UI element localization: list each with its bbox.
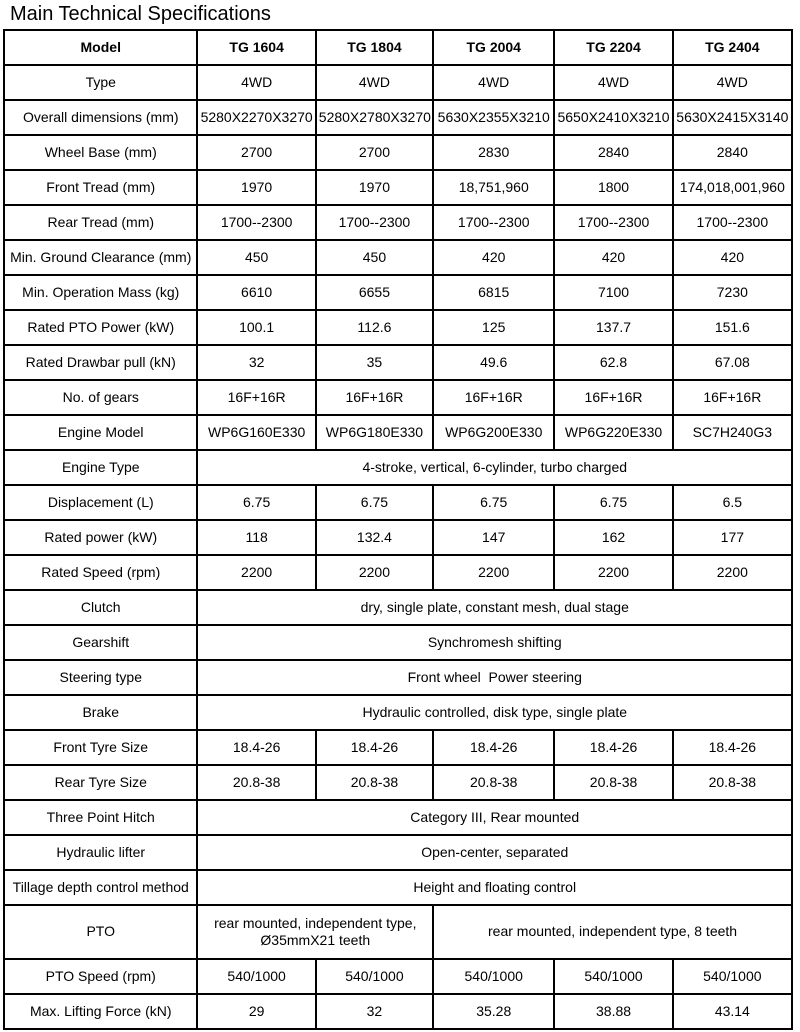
value-cell: WP6G220E330 bbox=[554, 415, 672, 450]
value-cell: SC7H240G3 bbox=[673, 415, 792, 450]
row-label-cell: PTO bbox=[4, 905, 197, 959]
value-cell: 137.7 bbox=[554, 310, 672, 345]
value-cell: 18.4-26 bbox=[673, 730, 792, 765]
value-cell: 2200 bbox=[433, 555, 554, 590]
spanned-value-cell: Synchromesh shifting bbox=[197, 625, 792, 660]
value-cell: 18.4-26 bbox=[554, 730, 672, 765]
value-cell: 2700 bbox=[316, 135, 433, 170]
value-cell: 132.4 bbox=[316, 520, 433, 555]
value-cell: 49.6 bbox=[433, 345, 554, 380]
value-cell: 125 bbox=[433, 310, 554, 345]
value-cell: 18.4-26 bbox=[433, 730, 554, 765]
value-cell: 2200 bbox=[197, 555, 315, 590]
value-cell: 6.75 bbox=[433, 485, 554, 520]
row-label-cell: Gearshift bbox=[4, 625, 197, 660]
table-row bbox=[4, 695, 792, 730]
value-cell: WP6G200E330 bbox=[433, 415, 554, 450]
value-cell: 1970 bbox=[316, 170, 433, 205]
row-label-cell: Hydraulic lifter bbox=[4, 835, 197, 870]
row-label-cell: Engine Type bbox=[4, 450, 197, 485]
row-label-cell: Rated Speed (rpm) bbox=[4, 555, 197, 590]
row-label-cell: Min. Operation Mass (kg) bbox=[4, 275, 197, 310]
table-row bbox=[4, 660, 792, 695]
row-label-cell: Type bbox=[4, 65, 197, 100]
row-label-cell: Brake bbox=[4, 695, 197, 730]
value-cell: 6.75 bbox=[554, 485, 672, 520]
row-label-cell: Max. Lifting Force (kN) bbox=[4, 994, 197, 1029]
value-cell: 4WD bbox=[433, 65, 554, 100]
value-cell: 32 bbox=[197, 345, 315, 380]
table-row bbox=[4, 275, 792, 310]
column-header: TG 1804 bbox=[316, 30, 433, 65]
spanned-value-cell: Category III, Rear mounted bbox=[197, 800, 792, 835]
row-label-cell: Rear Tyre Size bbox=[4, 765, 197, 800]
value-cell: 1700--2300 bbox=[197, 205, 315, 240]
row-label-cell: Clutch bbox=[4, 590, 197, 625]
row-label-cell: Rated power (kW) bbox=[4, 520, 197, 555]
spanned-value-cell: Height and floating control bbox=[197, 870, 792, 905]
value-cell: 20.8-38 bbox=[673, 765, 792, 800]
value-cell: 1700--2300 bbox=[433, 205, 554, 240]
value-cell: 20.8-38 bbox=[433, 765, 554, 800]
table-row bbox=[4, 170, 792, 205]
page bbox=[3, 3, 795, 1030]
table-row bbox=[4, 240, 792, 275]
value-cell: 4WD bbox=[554, 65, 672, 100]
value-cell: 4WD bbox=[316, 65, 433, 100]
row-label-cell: Wheel Base (mm) bbox=[4, 135, 197, 170]
table-row bbox=[4, 310, 792, 345]
spec-table-body bbox=[4, 65, 792, 1029]
value-cell: 4WD bbox=[673, 65, 792, 100]
spanned-value-cell: Front wheel Power steering bbox=[197, 660, 792, 695]
value-cell: 18.4-26 bbox=[316, 730, 433, 765]
value-cell: 7230 bbox=[673, 275, 792, 310]
value-cell: 32 bbox=[316, 994, 433, 1029]
value-cell: 16F+16R bbox=[433, 380, 554, 415]
value-cell: 29 bbox=[197, 994, 315, 1029]
table-row bbox=[4, 905, 792, 959]
value-cell: 67.08 bbox=[673, 345, 792, 380]
value-cell: 16F+16R bbox=[197, 380, 315, 415]
table-row bbox=[4, 380, 792, 415]
value-cell: 20.8-38 bbox=[554, 765, 672, 800]
value-cell: 151.6 bbox=[673, 310, 792, 345]
value-cell: 540/1000 bbox=[673, 959, 792, 994]
row-label-cell: Steering type bbox=[4, 660, 197, 695]
table-row bbox=[4, 590, 792, 625]
value-cell: 420 bbox=[433, 240, 554, 275]
table-row bbox=[4, 765, 792, 800]
value-cell: 112.6 bbox=[316, 310, 433, 345]
value-cell: 2700 bbox=[197, 135, 315, 170]
spanned-value-cell: rear mounted, independent type, 8 teeth bbox=[433, 905, 792, 959]
value-cell: 540/1000 bbox=[197, 959, 315, 994]
value-cell: 6815 bbox=[433, 275, 554, 310]
value-cell: 6655 bbox=[316, 275, 433, 310]
table-row bbox=[4, 625, 792, 660]
value-cell: 420 bbox=[554, 240, 672, 275]
value-cell: 1700--2300 bbox=[673, 205, 792, 240]
row-label-cell: Displacement (L) bbox=[4, 485, 197, 520]
value-cell: 43.14 bbox=[673, 994, 792, 1029]
value-cell: 174,018,001,960 bbox=[673, 170, 792, 205]
value-cell: 6610 bbox=[197, 275, 315, 310]
value-cell: 420 bbox=[673, 240, 792, 275]
value-cell: 7100 bbox=[554, 275, 672, 310]
value-cell: 18,751,960 bbox=[433, 170, 554, 205]
spanned-value-cell: Open-center, separated bbox=[197, 835, 792, 870]
column-header: TG 2204 bbox=[554, 30, 672, 65]
column-header: TG 2404 bbox=[673, 30, 792, 65]
value-cell: 2200 bbox=[554, 555, 672, 590]
value-cell: 16F+16R bbox=[316, 380, 433, 415]
value-cell: 5280X2270X3270 bbox=[197, 100, 315, 135]
value-cell: 162 bbox=[554, 520, 672, 555]
value-cell: 1700--2300 bbox=[316, 205, 433, 240]
column-header: TG 2004 bbox=[433, 30, 554, 65]
value-cell: 5280X2780X3270 bbox=[316, 100, 433, 135]
spanned-value-cell: rear mounted, independent type, Ø35mmX21 teeth bbox=[197, 905, 433, 959]
table-row bbox=[4, 800, 792, 835]
value-cell: 1700--2300 bbox=[554, 205, 672, 240]
value-cell: 450 bbox=[316, 240, 433, 275]
table-row bbox=[4, 415, 792, 450]
row-label-cell: Min. Ground Clearance (mm) bbox=[4, 240, 197, 275]
table-row bbox=[4, 835, 792, 870]
column-header-model: Model bbox=[4, 30, 197, 65]
value-cell: WP6G160E330 bbox=[197, 415, 315, 450]
spec-table bbox=[3, 29, 793, 1030]
value-cell: 1800 bbox=[554, 170, 672, 205]
value-cell: 1970 bbox=[197, 170, 315, 205]
value-cell: 2840 bbox=[554, 135, 672, 170]
value-cell: 35 bbox=[316, 345, 433, 380]
table-row bbox=[4, 345, 792, 380]
value-cell: 35.28 bbox=[433, 994, 554, 1029]
row-label-cell: No. of gears bbox=[4, 380, 197, 415]
value-cell: 16F+16R bbox=[673, 380, 792, 415]
value-cell: 18.4-26 bbox=[197, 730, 315, 765]
value-cell: 16F+16R bbox=[554, 380, 672, 415]
value-cell: 177 bbox=[673, 520, 792, 555]
table-row bbox=[4, 485, 792, 520]
row-label-cell: Rated Drawbar pull (kN) bbox=[4, 345, 197, 380]
spanned-value-cell: Hydraulic controlled, disk type, single plate bbox=[197, 695, 792, 730]
value-cell: 38.88 bbox=[554, 994, 672, 1029]
value-cell: 6.75 bbox=[316, 485, 433, 520]
value-cell: 20.8-38 bbox=[316, 765, 433, 800]
value-cell: 540/1000 bbox=[433, 959, 554, 994]
table-row bbox=[4, 994, 792, 1029]
table-row bbox=[4, 870, 792, 905]
value-cell: 6.5 bbox=[673, 485, 792, 520]
row-label-cell: Tillage depth control method bbox=[4, 870, 197, 905]
row-label-cell: PTO Speed (rpm) bbox=[4, 959, 197, 994]
table-row bbox=[4, 555, 792, 590]
value-cell: 20.8-38 bbox=[197, 765, 315, 800]
value-cell: 147 bbox=[433, 520, 554, 555]
spanned-value-cell: 4-stroke, vertical, 6-cylinder, turbo charged bbox=[197, 450, 792, 485]
row-label-cell: Rated PTO Power (kW) bbox=[4, 310, 197, 345]
row-label-cell: Front Tyre Size bbox=[4, 730, 197, 765]
value-cell: 5630X2355X3210 bbox=[433, 100, 554, 135]
value-cell: 450 bbox=[197, 240, 315, 275]
table-row bbox=[4, 135, 792, 170]
row-label-cell: Three Point Hitch bbox=[4, 800, 197, 835]
table-row bbox=[4, 65, 792, 100]
value-cell: 2830 bbox=[433, 135, 554, 170]
value-cell: 118 bbox=[197, 520, 315, 555]
value-cell: 2200 bbox=[673, 555, 792, 590]
row-label-cell: Engine Model bbox=[4, 415, 197, 450]
value-cell: 100.1 bbox=[197, 310, 315, 345]
column-header: TG 1604 bbox=[197, 30, 315, 65]
header-row bbox=[4, 30, 792, 65]
value-cell: 62.8 bbox=[554, 345, 672, 380]
value-cell: 2200 bbox=[316, 555, 433, 590]
value-cell: 2840 bbox=[673, 135, 792, 170]
table-row bbox=[4, 100, 792, 135]
row-label-cell: Front Tread (mm) bbox=[4, 170, 197, 205]
row-label-cell: Rear Tread (mm) bbox=[4, 205, 197, 240]
table-row bbox=[4, 959, 792, 994]
value-cell: 5630X2415X3140 bbox=[673, 100, 792, 135]
table-row bbox=[4, 205, 792, 240]
page-title: Main Technical Specifications bbox=[10, 3, 271, 25]
value-cell: 540/1000 bbox=[554, 959, 672, 994]
spanned-value-cell: dry, single plate, constant mesh, dual stage bbox=[197, 590, 792, 625]
value-cell: WP6G180E330 bbox=[316, 415, 433, 450]
table-row bbox=[4, 730, 792, 765]
row-label-cell: Overall dimensions (mm) bbox=[4, 100, 197, 135]
table-row bbox=[4, 450, 792, 485]
table-row bbox=[4, 520, 792, 555]
value-cell: 6.75 bbox=[197, 485, 315, 520]
value-cell: 4WD bbox=[197, 65, 315, 100]
value-cell: 5650X2410X3210 bbox=[554, 100, 672, 135]
value-cell: 540/1000 bbox=[316, 959, 433, 994]
